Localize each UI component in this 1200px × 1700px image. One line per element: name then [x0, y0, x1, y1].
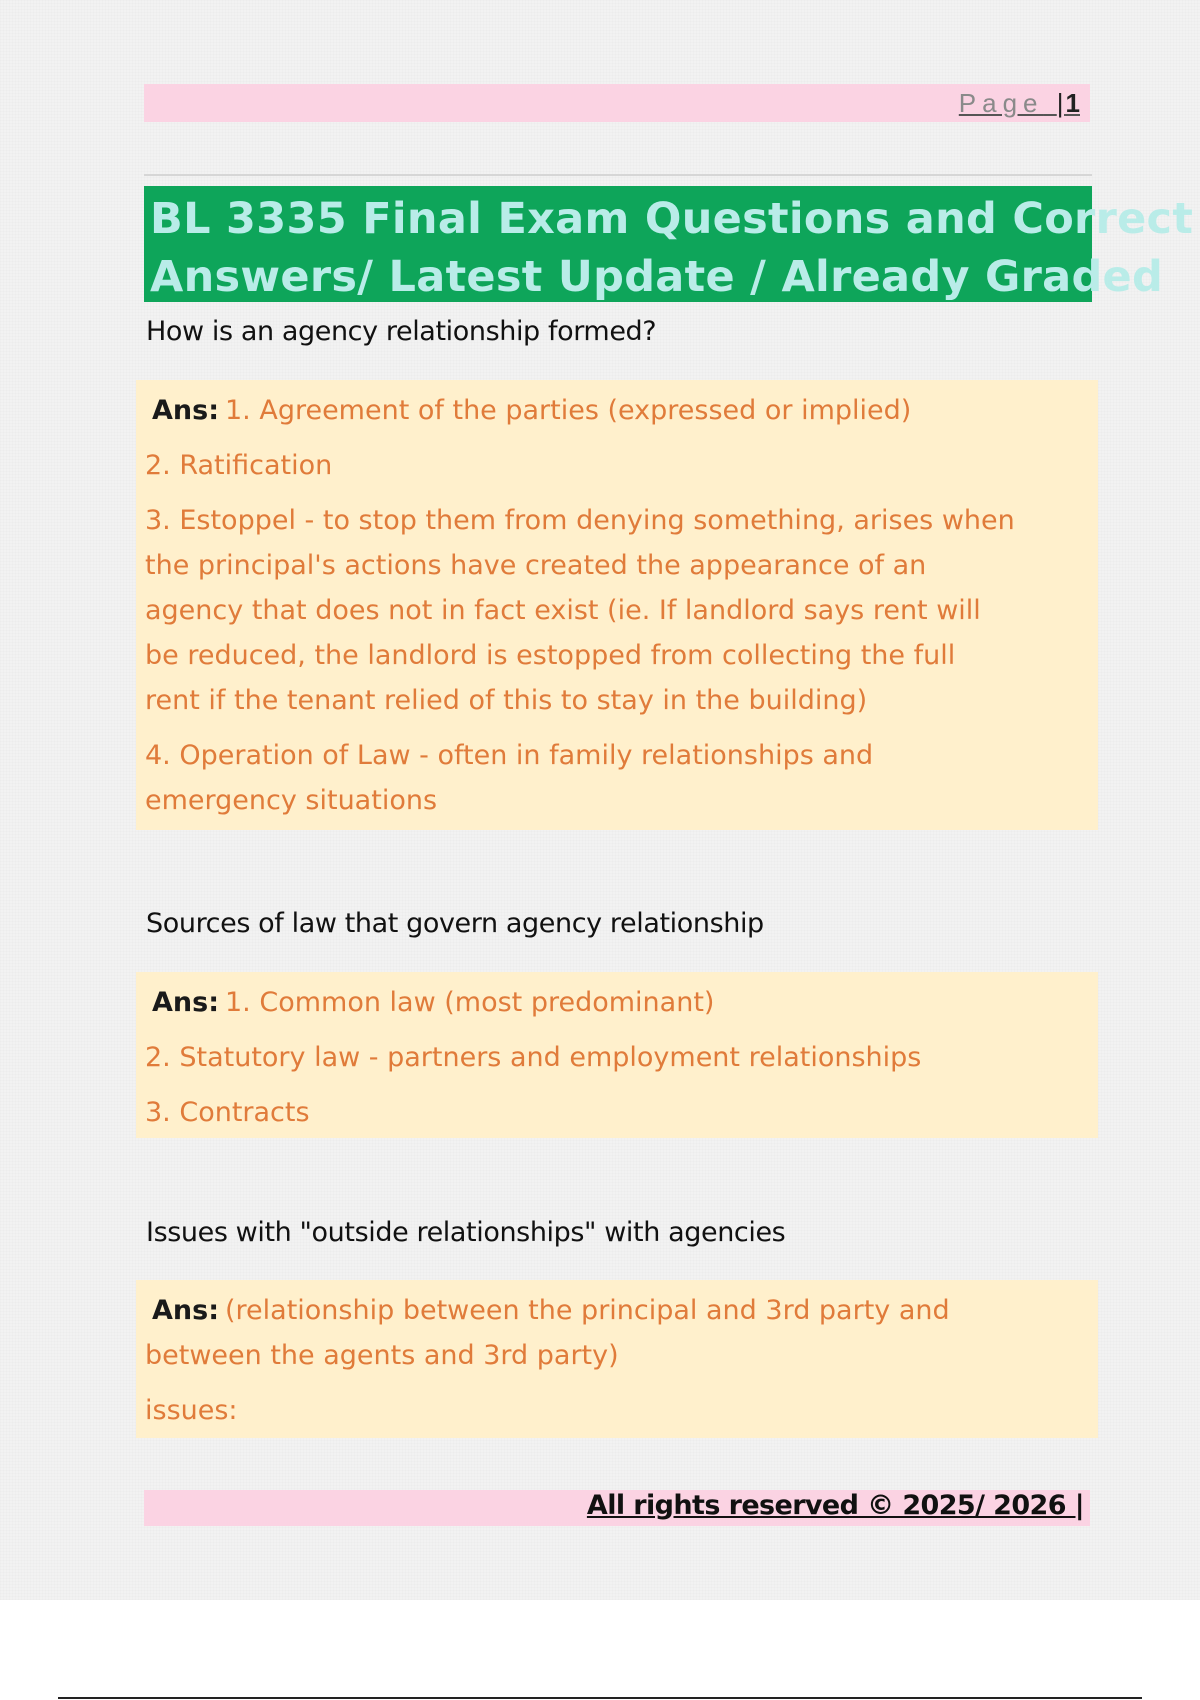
answer-line: 2. Ratification — [145, 450, 333, 481]
answer-line: agency that does not in fact exist (ie. If landlord says rent will — [145, 595, 981, 626]
document-title — [144, 186, 1194, 302]
answer-line: be reduced, the landlord is estopped from collecting the full — [145, 640, 956, 671]
answer-line — [145, 388, 1090, 433]
page-number: 1 — [1065, 88, 1080, 118]
page-word: Page — [958, 88, 1044, 118]
answer-label: Ans: — [152, 1295, 219, 1326]
answer-line: emergency situations — [145, 785, 438, 816]
answer-box-3 — [136, 1280, 1098, 1438]
page-number-label — [959, 88, 1080, 119]
title-line-1: BL 3335 Final Exam Questions and Correct — [150, 194, 1194, 244]
answer-box-2 — [136, 972, 1098, 1138]
answer-line: between the agents and 3rd party) — [145, 1340, 619, 1371]
answer-label: Ans: — [152, 395, 219, 426]
page-footer — [144, 1490, 1090, 1526]
copyright-notice: All rights reserved © 2025/ 2026 | — [586, 1490, 1084, 1521]
answer-line: 3. Contracts — [145, 1097, 310, 1128]
answer-line: 2. Statutory law - partners and employment relationships — [145, 1042, 922, 1073]
answer-line: issues: — [145, 1395, 238, 1426]
title-line-2: Answers/ Latest Update / Already Graded — [150, 252, 1164, 302]
answer-box-1 — [136, 380, 1098, 830]
answer-text: (relationship between the principal and 3rd party and — [225, 1295, 950, 1326]
page-header — [144, 84, 1090, 122]
page-separator: | — [1056, 88, 1066, 118]
answer-text: 1. Common law (most predominant) — [225, 987, 715, 1018]
bottom-rule — [58, 1697, 1142, 1699]
answer-label: Ans: — [152, 987, 219, 1018]
answer-line: 3. Estoppel - to stop them from denying something, arises when — [145, 505, 1015, 536]
answer-line: 4. Operation of Law - often in family relationships and — [145, 740, 874, 771]
answer-line: rent if the tenant relied of this to stay in the building) — [145, 685, 868, 716]
header-divider — [144, 174, 1092, 176]
question-3: Issues with "outside relationships" with agencies — [146, 1217, 786, 1248]
answer-line — [145, 980, 1090, 1025]
answer-line: the principal's actions have created the appearance of an — [145, 550, 927, 581]
answer-text: 1. Agreement of the parties (expressed or implied) — [225, 395, 912, 426]
question-1: How is an agency relationship formed? — [146, 316, 657, 347]
question-2: Sources of law that govern agency relationship — [146, 908, 764, 939]
answer-line — [145, 1288, 1090, 1333]
